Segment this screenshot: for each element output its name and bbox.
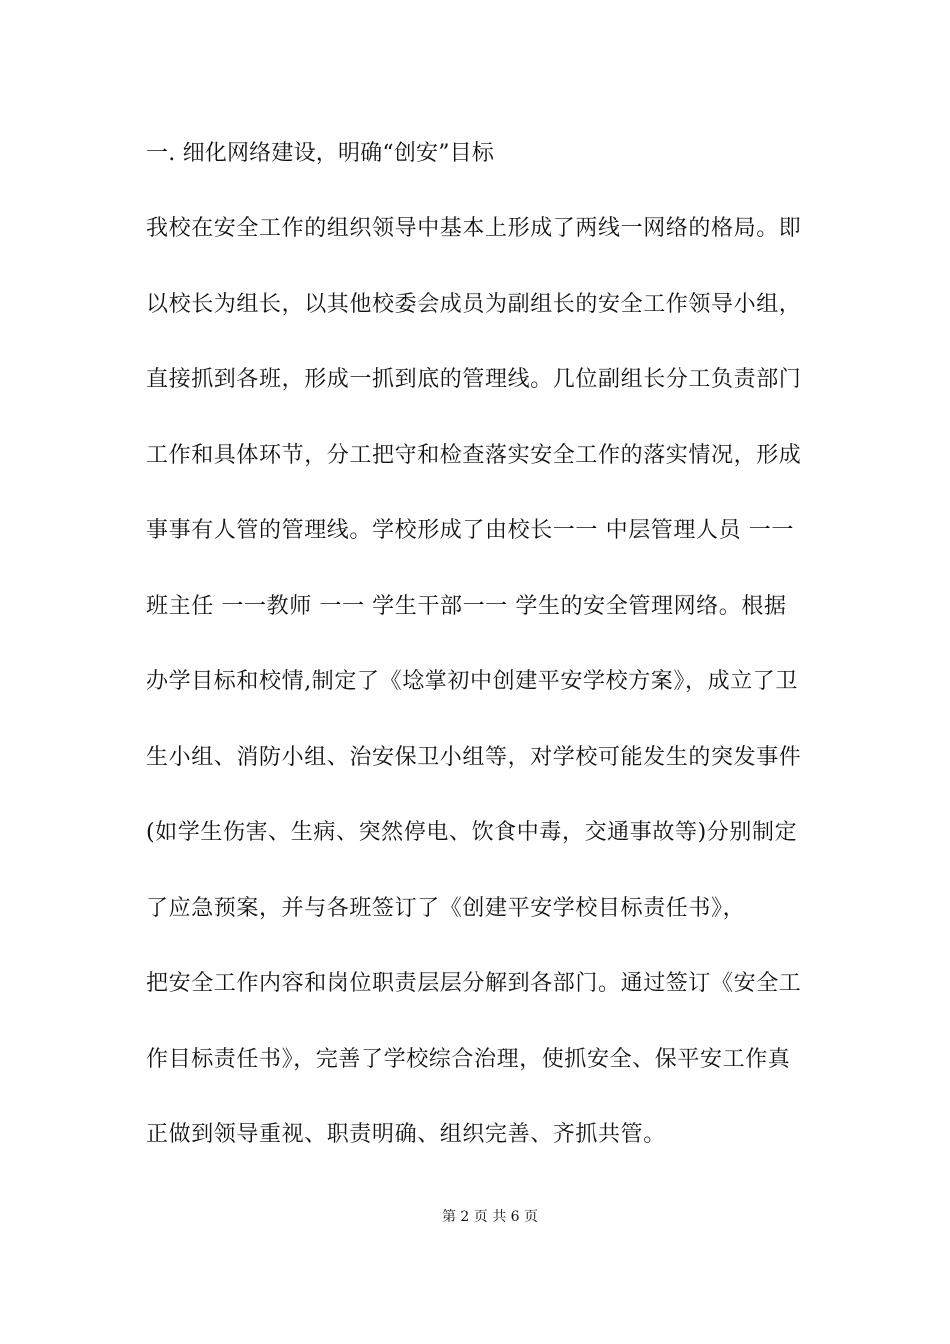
text-line: 班主任 一一教师 一一 学生干部一一 学生的安全管理网络。根据	[146, 593, 787, 619]
text-line: 作目标责任书》，完善了学校综合治理，使抓安全、保平安工作真	[146, 1046, 791, 1072]
text-line: 把安全工作内容和岗位职责层层分解到各部门。通过签订《安全工	[146, 971, 802, 996]
text-line: 我校在安全工作的组织领导中基本上形成了两线一网络的格局。即	[146, 216, 802, 241]
text-line: 工作和具体环节，分工把守和检查落实安全工作的落实情况，形成	[146, 442, 802, 468]
page-number-footer: 第 2 页 共 6 页	[441, 1209, 539, 1225]
text-line: (如学生伤害、生病、突然停电、饮食中毒，交通事故等)分别制定	[146, 820, 798, 845]
text-line: 以校长为组长，以其他校委会成员为副组长的安全工作领导小组，	[146, 291, 802, 317]
text-line: 直接抓到各班，形成一抓到底的管理线。几位副组长分工负责部门	[146, 367, 802, 392]
text-line: 了应急预案，并与各班签订了《创建平安学校目标责任书》，	[146, 895, 746, 921]
section-heading: 一. 细化网络建设，明确“创安”目标	[146, 141, 495, 166]
text-line: 事事有人管的管理线。学校形成了由校长一一 中层管理人员 一一	[146, 518, 794, 543]
text-line: 生小组、消防小组、治安保卫小组等，对学校可能发生的突发事件	[146, 744, 802, 770]
text-line: 办学目标和校情,制定了《埝掌初中创建平安学校方案》，成立了卫	[146, 669, 798, 694]
text-line: 正做到领导重视、职责明确、组织完善、齐抓共管。	[146, 1122, 666, 1147]
body-paragraph	[146, 211, 816, 1193]
